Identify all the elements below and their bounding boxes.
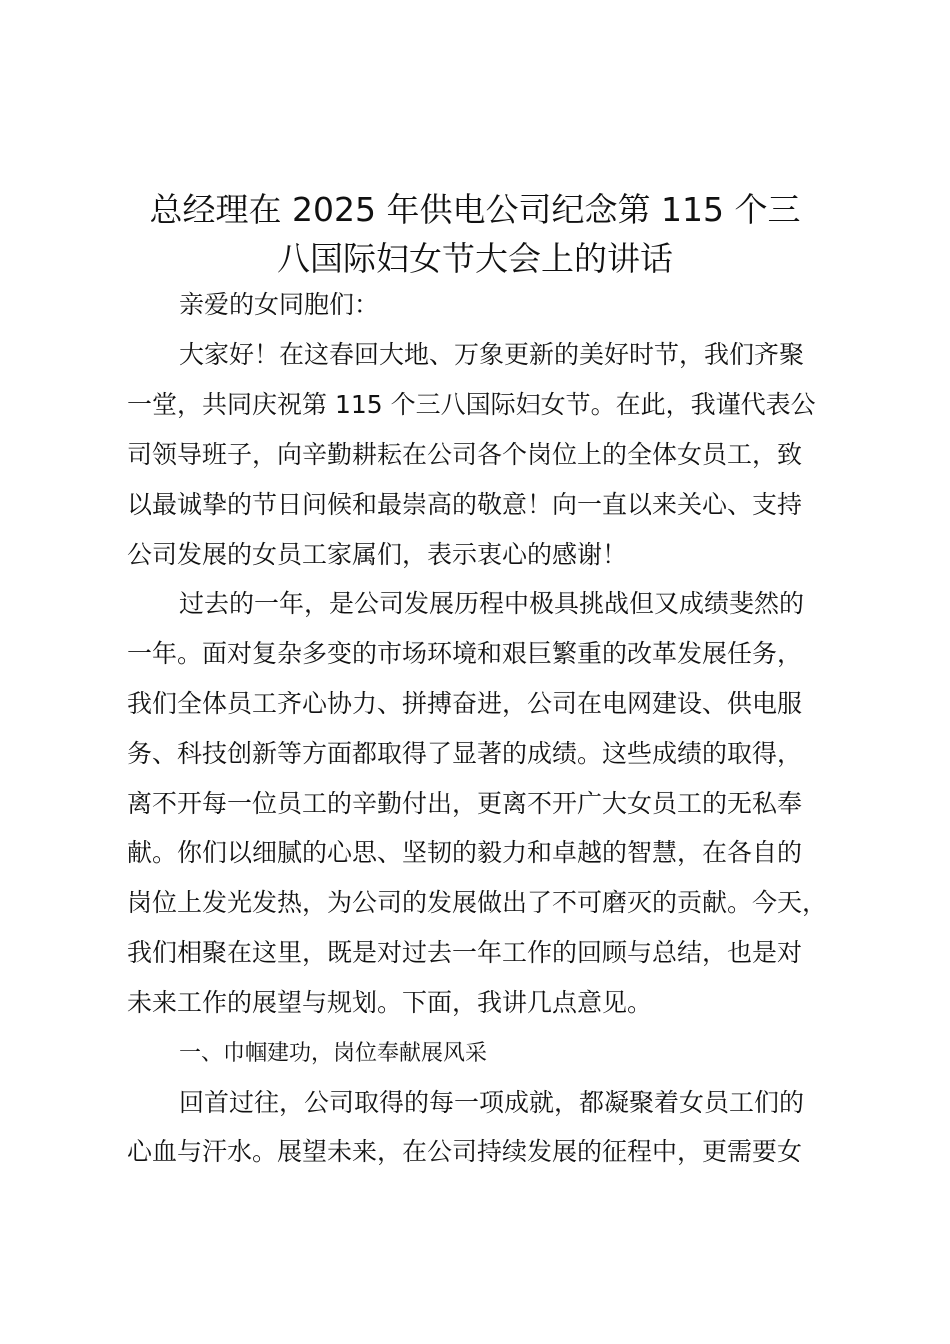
paragraph-2-line-8: 我们相聚在这里，既是对过去一年工作的回顾与总结，也是对	[127, 938, 803, 967]
paragraph-1-line-1: 大家好！在这春回大地、万象更新的美好时节，我们齐聚	[179, 340, 805, 369]
paragraph-2-line-1: 过去的一年，是公司发展历程中极具挑战但又成绩斐然的	[179, 589, 805, 618]
paragraph-3-line-2: 心血与汗水。展望未来，在公司持续发展的征程中，更需要女	[127, 1137, 803, 1166]
paragraph-2-line-9: 未来工作的展望与规划。下面，我讲几点意见。	[127, 988, 653, 1017]
paragraph-3-line-1: 回首过往，公司取得的每一项成就，都凝聚着女员工们的	[179, 1088, 805, 1117]
paragraph-2-line-6: 献。你们以细腻的心思、坚韧的毅力和卓越的智慧，在各自的	[127, 838, 803, 867]
paragraph-2-line-4: 务、科技创新等方面都取得了显著的成绩。这些成绩的取得，	[127, 739, 803, 768]
section-1-heading: 一、巾帼建功，岗位奉献展风采	[179, 1041, 488, 1066]
document-title-line-2: 八国际妇女节大会上的讲话	[277, 239, 673, 278]
paragraph-1-line-2: 一堂，共同庆祝第 115 个三八国际妇女节。在此，我谨代表公	[127, 390, 816, 419]
document-title-line-1: 总经理在 2025 年供电公司纪念第 115 个三	[149, 190, 801, 229]
paragraph-2-line-7: 岗位上发光发热，为公司的发展做出了不可磨灭的贡献。今天，	[127, 888, 828, 917]
salutation: 亲爱的女同胞们：	[179, 290, 380, 319]
paragraph-2-line-5: 离不开每一位员工的辛勤付出，更离不开广大女员工的无私奉	[127, 789, 803, 818]
paragraph-1-line-5: 公司发展的女员工家属们，表示衷心的感谢！	[127, 540, 628, 569]
paragraph-2-line-2: 一年。面对复杂多变的市场环境和艰巨繁重的改革发展任务，	[127, 639, 803, 668]
paragraph-1-line-4: 以最诚挚的节日问候和最崇高的敬意！向一直以来关心、支持	[127, 490, 803, 519]
paragraph-1-line-3: 司领导班子，向辛勤耕耘在公司各个岗位上的全体女员工，致	[127, 440, 803, 469]
paragraph-2-line-3: 我们全体员工齐心协力、拼搏奋进，公司在电网建设、供电服	[127, 689, 803, 718]
